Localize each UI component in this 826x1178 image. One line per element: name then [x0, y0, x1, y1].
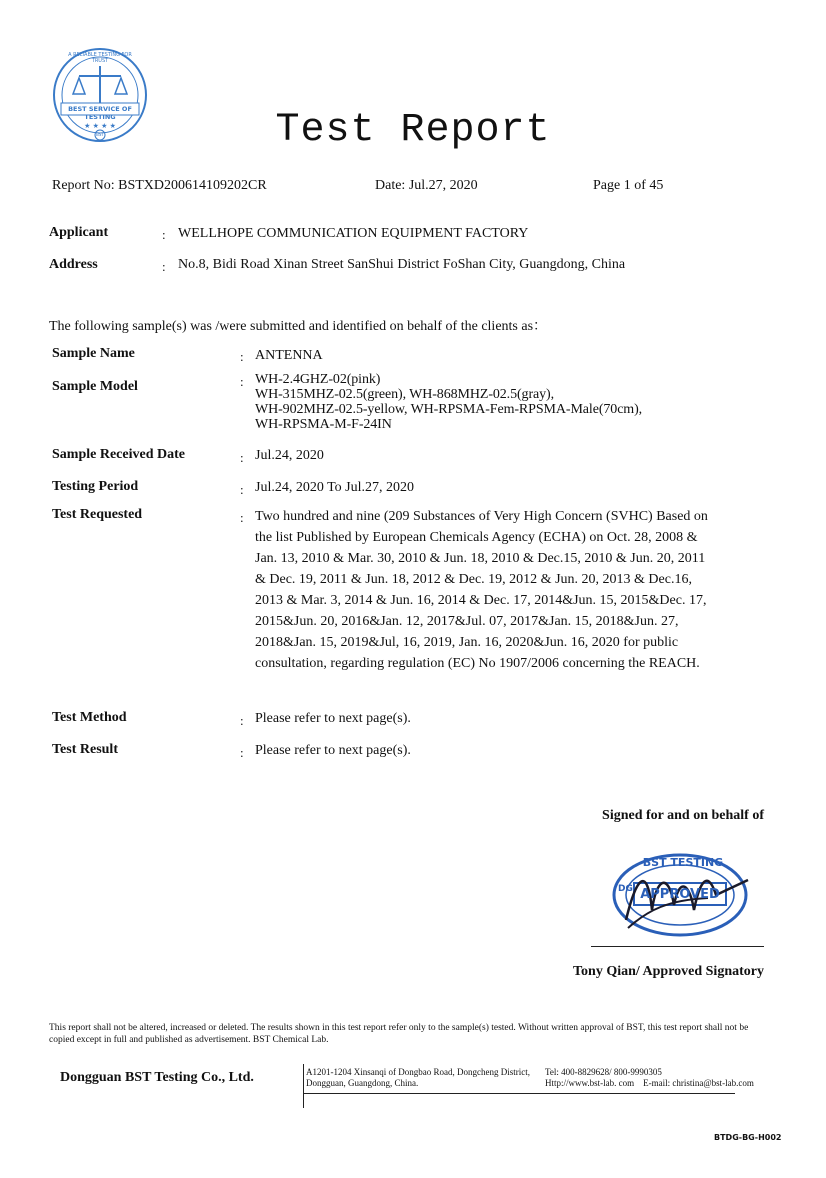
- applicant-colon: :: [162, 227, 166, 242]
- sample-model-value: [255, 372, 642, 432]
- applicant-value: WELLHOPE COMMUNICATION EQUIPMENT FACTORY: [178, 226, 529, 241]
- footer-divider-horizontal: [303, 1093, 735, 1094]
- testing-period-value: Jul.24, 2020 To Jul.27, 2020: [255, 480, 414, 495]
- testing-period-label: Testing Period: [52, 479, 139, 494]
- footer-divider-vertical: [303, 1064, 304, 1108]
- sample-model-label: Sample Model: [52, 379, 138, 394]
- sample-model-line: WH-315MHZ-02.5(green), WH-868MHZ-02.5(gray),: [255, 387, 554, 402]
- received-date-value: Jul.24, 2020: [255, 448, 324, 463]
- test-requested-line: Jan. 13, 2010 & Mar. 30, 2010 & Jun. 18, 2010 & Dec.15, 2010 & Jun. 20, 2011: [255, 551, 706, 566]
- test-requested-line: consultation, regarding regulation (EC) No 1907/2006 concerning the REACH.: [255, 656, 700, 671]
- received-date-label: Sample Received Date: [52, 447, 185, 462]
- signature-line: [591, 946, 764, 947]
- footer-company: Dongguan BST Testing Co., Ltd.: [60, 1070, 254, 1085]
- footer-address-line: A1201-1204 Xinsanqi of Dongbao Road, Dongcheng District,: [306, 1067, 530, 1077]
- stamp-approved-text: APPROVED: [640, 887, 720, 902]
- sample-name-colon: :: [240, 349, 244, 364]
- sample-model-line: WH-2.4GHZ-02(pink): [255, 372, 381, 387]
- applicant-label: Applicant: [49, 225, 109, 240]
- test-requested-colon: :: [240, 510, 244, 525]
- footer-contact: [545, 1067, 785, 1089]
- sample-name-label: Sample Name: [52, 346, 135, 361]
- sample-model-colon: :: [240, 374, 244, 389]
- signature-heading: Signed for and on behalf of: [602, 808, 764, 823]
- logo-banner-text: BEST SERVICE OF TESTING: [68, 105, 132, 121]
- test-method-label: Test Method: [52, 710, 127, 725]
- footer-address-line: Dongguan, Guangdong, China.: [306, 1078, 419, 1088]
- disclaimer-text: This report shall not be altered, increased or deleted. The results shown in this test report refer only to the sample(s) tested. Without written approval of BST, this test report shall not be copied except in full and published as advertisement. BST Chemical Lab.: [49, 1023, 749, 1045]
- test-requested-line: 2018&Jan. 15, 2019&Jul, 16, 2019, Jan. 16, 2020&Jun. 16, 2020 for public: [255, 635, 679, 650]
- sample-model-line: WH-RPSMA-M-F-24IN: [255, 417, 392, 432]
- address-colon: :: [162, 259, 166, 274]
- test-requested-value: [255, 506, 775, 674]
- test-requested-label: Test Requested: [52, 507, 143, 522]
- footer-address: [306, 1067, 546, 1089]
- test-method-value: Please refer to next page(s).: [255, 711, 411, 726]
- test-requested-line: & Dec. 19, 2011 & Jun. 18, 2012 & Dec. 19, 2012 & Jun. 20, 2013 & Dec.16,: [255, 572, 692, 587]
- report-number: Report No: BSTXD200614109202CR: [52, 178, 267, 193]
- svg-text:★ ★ ★ ★: ★ ★ ★ ★: [84, 122, 116, 130]
- signatory-name: Tony Qian/ Approved Signatory: [572, 964, 764, 979]
- test-result-label: Test Result: [52, 742, 118, 757]
- address-label: Address: [49, 257, 98, 272]
- test-requested-line: the list Published by European Chemicals Agency (ECHA) on Oct. 28, 2008 &: [255, 530, 698, 545]
- test-requested-line: 2013 & Mar. 3, 2014 & Jun. 16, 2014 & Dec. 17, 2014&Jun. 15, 2015&Dec. 17,: [255, 593, 707, 608]
- document-code: BTDG-BG-H002: [714, 1133, 782, 1142]
- document-title: Test Report: [275, 108, 551, 153]
- footer-tel: Tel: 400-8829628/ 800-9990305: [545, 1067, 662, 1077]
- sample-model-line: WH-902MHZ-02.5-yellow, WH-RPSMA-Fem-RPSMA-Male(70cm),: [255, 402, 643, 417]
- page-number: Page 1 of 45: [593, 178, 664, 193]
- approved-stamp: [608, 850, 758, 940]
- footer-web-email: Http://www.bst-lab. com E-mail: christina@bst-lab.com: [545, 1078, 754, 1088]
- testing-period-colon: :: [240, 482, 244, 497]
- test-result-value: Please refer to next page(s).: [255, 743, 411, 758]
- report-date: Date: Jul.27, 2020: [375, 178, 478, 193]
- test-requested-line: 2015&Jun. 20, 2016&Jan. 12, 2017&Jul. 07, 2017&Jan. 15, 2018&Jun. 27,: [255, 614, 679, 629]
- sample-name-value: ANTENNA: [255, 348, 323, 363]
- address-value: No.8, Bidi Road Xinan Street SanShui District FoShan City, Guangdong, China: [178, 257, 626, 272]
- logo-bottom-text: BST: [96, 132, 104, 137]
- test-requested-line: Two hundred and nine (209 Substances of Very High Concern (SVHC) Based on: [255, 509, 708, 524]
- stamp-left-text: DG: [618, 884, 633, 894]
- stamp-top-text: BST TESTING: [642, 856, 724, 869]
- intro-text: The following sample(s) was /were submitted and identified on behalf of the clients as：: [49, 319, 548, 334]
- received-date-colon: :: [240, 450, 244, 465]
- test-method-colon: :: [240, 713, 244, 728]
- logo-top-text: A RELIABLE TESTING FOR TRUST: [68, 52, 132, 64]
- test-result-colon: :: [240, 745, 244, 760]
